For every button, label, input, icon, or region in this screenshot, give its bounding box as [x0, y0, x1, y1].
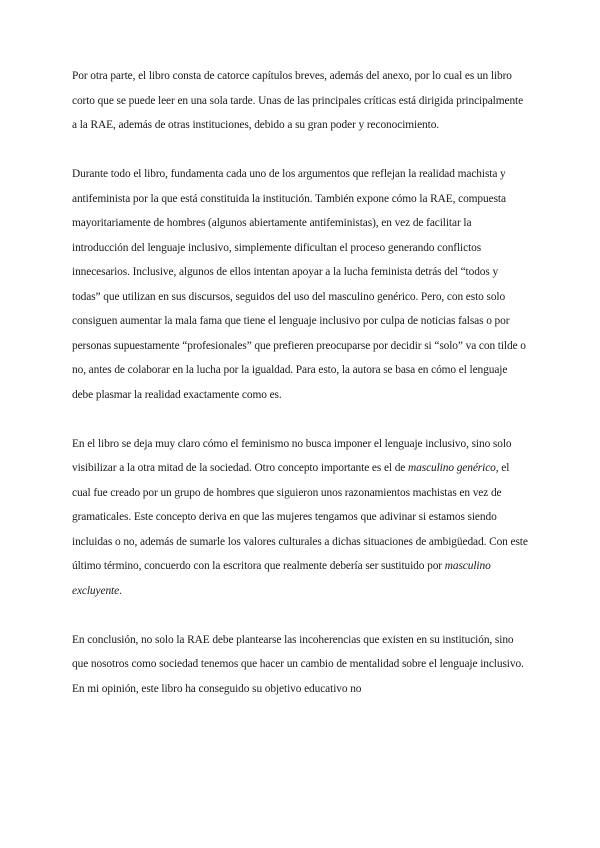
term-masculino-generico: masculino genérico,: [408, 462, 499, 474]
paragraph-3: [72, 432, 528, 604]
paragraph-1-text: Por otra parte, el libro consta de catorce capítulos breves, además del anexo, por lo cual es un libro corto que se puede leer en una sola tarde. Unas de las principales críticas está dirigida principalmente a la RAE, además de otras instituciones, debido a su gran poder y reconocimiento.: [72, 70, 524, 131]
paragraph-1: [72, 64, 528, 138]
paragraph-3-text-a: En el libro se deja muy claro cómo el feminismo no busca imponer el lenguaje inclusivo, sino solo visibilizar a la otra mitad de la sociedad. Otro concepto importante es el de: [72, 437, 512, 474]
paragraph-3-text-b: el cual fue creado por un grupo de hombres que siguieron unos razonamientos machistas en vez de gramaticales. Este concepto deriva en que las mujeres tengamos que adivinar si estamos siendo incluidas o no, además de sumarle los valores culturales a dichas situaciones de ambigüedad. Con este último término, concuerdo con la escritora que realmente debería ser sustituido por: [72, 462, 528, 572]
paragraph-2-text: Durante todo el libro, fundamenta cada uno de los argumentos que reflejan la realidad machista y antifeminista por la que está constituida la institución. También expone cómo la RAE, compuesta mayoritariamente de hombres (algunos abiertamente antifeministas), en vez de facilitar la introducción del lenguaje inclusivo, simplemente dificultan el proceso generando conflictos innecesarios. Inclusive, algunos de ellos intentan apoyar a la lucha feminista detrás del “todos y todas” que utilizan en sus discursos, seguidos del uso del masculino genérico. Pero, con esto solo consiguen aumentar la mala fama que tiene el lenguaje inclusivo por culpa de noticias falsas o por personas supuestamente “profesionales” que prefieren preocuparse por decidir si “solo” va con tilde o no, antes de colaborar en la lucha por la igualdad. Para esto, la autora se basa en cómo el lenguaje debe plasmar la realidad exactamente como es.: [72, 168, 526, 401]
paragraph-4: [72, 628, 528, 702]
paragraph-3-text-end: .: [119, 584, 122, 597]
term-masculino-excluyente: masculino excluyente: [72, 560, 491, 597]
paragraph-2: [72, 162, 528, 407]
paragraph-4-text: En conclusión, no solo la RAE debe plantearse las incoherencias que existen en su institución, sino que nosotros como sociedad tenemos que hacer un cambio de mentalidad sobre el lenguaje inclusivo. En mi opinión, este libro ha conseguido su objetivo educativo no: [72, 633, 524, 695]
